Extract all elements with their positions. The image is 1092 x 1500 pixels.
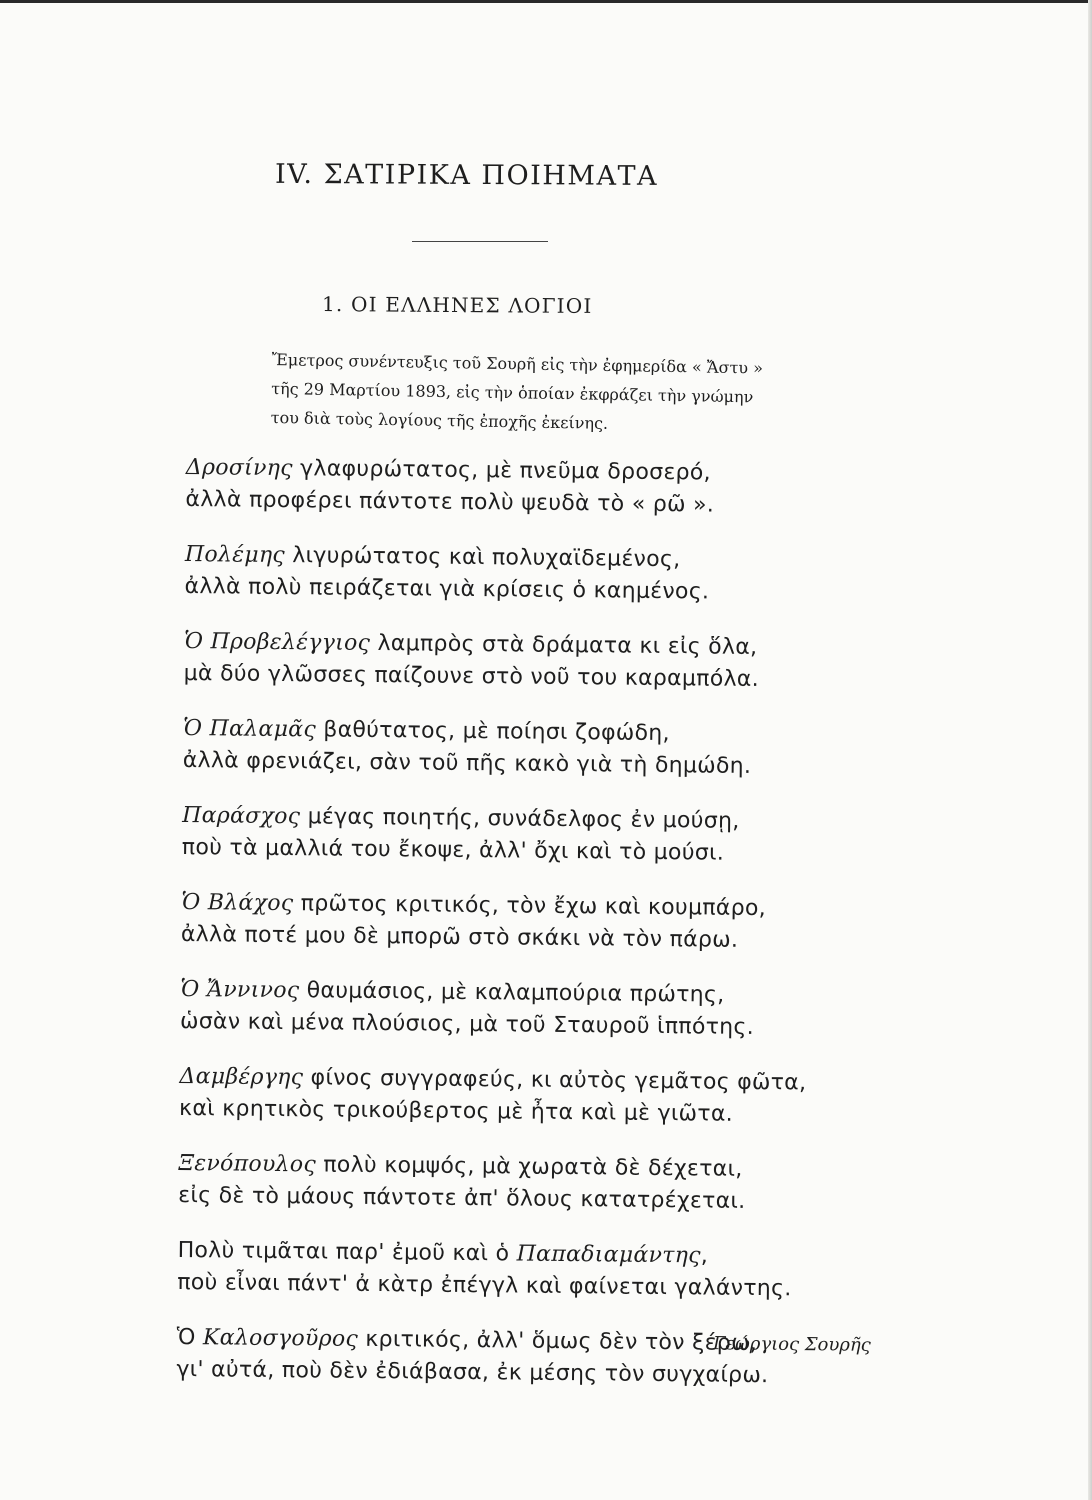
stanza: [183, 713, 924, 785]
stanza: [178, 1148, 919, 1220]
verse-line: εἰς δὲ τὸ μάους πάντοτε ἀπ' ὅλους κατατρέχεται.: [178, 1182, 746, 1214]
poem-intro: [270, 345, 911, 443]
verse-line: μὰ δύο γλῶσσες παίζουνε στὸ νοῦ του καραμπόλα.: [183, 660, 760, 693]
verse-text: πρῶτος κριτικός, τὸν ἔχω καὶ κουμπάρο,: [293, 891, 767, 922]
stanza: [184, 539, 925, 611]
stanza: [176, 1322, 917, 1394]
verse-text: βαθύτατος, μὲ ποίησι ζοφώδη,: [315, 717, 671, 747]
verse-text: λαμπρὸς στὰ δράματα κι εἰς ὅλα,: [370, 630, 758, 660]
verse-text: φίνος συγγραφεύς, κι αὐτὸς γεμᾶτος φῶτα,: [303, 1065, 807, 1096]
verse-line: ποὺ τὰ μαλλιά του ἔκοψε, ἀλλ' ὄχι καὶ τὸ μούσι.: [181, 834, 725, 866]
author-name: Καλοσγοῦρος: [202, 1325, 359, 1352]
verse-line: ἀλλὰ ποτέ μου δὲ μπορῶ στὸ σκάκι νὰ τὸν πάρω.: [180, 921, 739, 953]
verse-line: γι' αὐτά, ποὺ δὲν ἐδιάβασα, ἐκ μέσης τὸν συγχαίρω.: [176, 1356, 769, 1389]
author-name: Δαμβέργης: [179, 1063, 304, 1091]
author-name: Ὁ Βλάχος: [181, 889, 294, 917]
author-name: Ὁ Ἄννινος: [180, 976, 300, 1004]
stanza: [180, 974, 921, 1046]
intro-line: του διὰ τοὺς λογίους τῆς ἐποχῆς ἐκείνης.: [270, 407, 609, 433]
intro-line: τῆς 29 Μαρτίου 1893, εἰς τὴν ὁποίαν ἐκφράζει τὴν γνώμην: [271, 378, 754, 407]
verse-text: ,: [700, 1243, 709, 1269]
verse-text: κριτικός, ἀλλ' ὅμως δὲν τὸν ξέρω,: [357, 1326, 758, 1357]
stanza: [182, 800, 923, 872]
poem-signature: Γεώργιος Σουρῆς: [712, 1333, 871, 1356]
verse-line: ἀλλὰ προφέρει πάντοτε πολὺ ψευδὰ τὸ « ρῶ ».: [185, 486, 715, 518]
verse-text: γλαφυρώτατος, μὲ πνεῦμα δροσερό,: [292, 456, 712, 486]
author-name: Ὁ Προβελέγγιος: [183, 628, 371, 656]
verse-line: ὡσὰν καὶ μένα πλούσιος, μὰ τοῦ Σταυροῦ ἱππότης.: [179, 1008, 755, 1040]
verse-prefix: Πολὺ τιμᾶται παρ' ἐμοῦ καὶ ὁ: [177, 1237, 517, 1267]
stanza: [184, 626, 925, 698]
section-divider: [412, 241, 548, 242]
section-title: IV. ΣΑΤΙΡΙΚΑ ΠΟΙΗΜΑΤΑ: [274, 158, 659, 192]
verse-text: πολὺ κομψός, μὰ χωρατὰ δὲ δέχεται,: [315, 1152, 743, 1182]
author-name: Ὁ Παλαμᾶς: [182, 715, 317, 743]
stanza: [177, 1235, 918, 1307]
author-name: Ξενόπουλος: [178, 1150, 317, 1178]
verse-line: ἀλλὰ πολὺ πειράζεται γιὰ κρίσεις ὁ καημένος.: [184, 573, 710, 605]
verse-line: καὶ κρητικὸς τρικούβερτος μὲ ἦτα καὶ μὲ γιῶτα.: [178, 1095, 734, 1127]
verse-text: μέγας ποιητής, συνάδελφος ἐν μούσῃ,: [300, 804, 740, 834]
author-name: Παπαδιαμάντης: [516, 1241, 701, 1269]
stanza: [181, 887, 922, 959]
author-name: Πολέμης: [184, 541, 286, 569]
verse-text: λιγυρώτατος καὶ πολυχαϊδεμένος,: [284, 543, 681, 573]
intro-line: Ἔμετρος συνέντευξις τοῦ Σουρῆ εἰς τὴν ἐφημερίδα « Ἄστυ »: [271, 349, 764, 378]
verse-line: ἀλλὰ φρενιάζει, σὰν τοῦ πῆς κακὸ γιὰ τὴ δημώδη.: [182, 747, 752, 779]
poem-body: [176, 452, 926, 1417]
stanza: [179, 1061, 920, 1133]
verse-prefix: Ὁ: [176, 1324, 204, 1351]
author-name: Παράσχος: [182, 802, 301, 830]
author-name: Δροσίνης: [185, 454, 293, 482]
verse-line: ποὺ εἶναι πάντ' ἀ κὰτρ ἐπέγγλ καὶ φαίνεται γαλάντης.: [177, 1269, 792, 1302]
verse-text: θαυμάσιος, μὲ καλαμπούρια πρώτης,: [299, 978, 725, 1008]
poem-title: 1. ΟΙ ΕΛΛΗΝΕΣ ΛΟΓΙΟΙ: [321, 292, 593, 318]
stanza: [185, 452, 926, 524]
